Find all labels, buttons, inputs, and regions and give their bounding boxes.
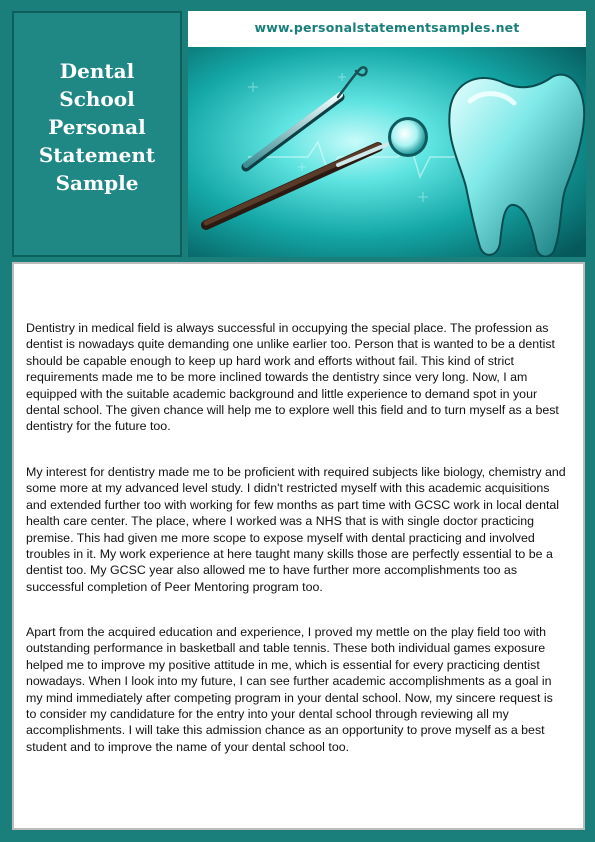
paragraph-3: Apart from the acquired education and experience, I proved my mettle on the play field too with outstanding performance in basketball and table tennis. These both individual games exposure helped me to improve my positive attitude in me, which is essential for every practicing dentist nowadays. When I look into my future, I can see further academic accomplishments as a goal in my mind immediately after competing program in your dental school. Now, my sincere request is to consider my candidature for the entry into your dental school through reviewing all my accomplishments. I will take this admission chance as an opportunity to prove myself as a best student and to improve the name of your dental school too. [26, 625, 553, 754]
site-url: www.personalstatementsamples.net [254, 20, 520, 35]
title-line-3: Personal [48, 115, 146, 139]
title-line-1: Dental [59, 59, 135, 83]
paragraph-2: My interest for dentistry made me to be proficient with required subjects like biology, chemistry and some more at my advanced level study. I didn't restricted myself with this academic acquisitions and extended further too with working for few months as part time with GCSC work in local dental health care center. The place, where I worked was a NHS that is with single doctor practicing premise. This had given me more scope to expose myself with dental practicing and involved troubles in it. My work experience at here taught many skills those are perfectly essential to be a dentist too. My GCSC year also allowed me to have further more accomplishments too as successful completion of Peer Mentoring program too. [26, 465, 566, 594]
title-line-4: Statement [38, 143, 156, 167]
url-strip [188, 11, 586, 47]
paragraph-1: Dentistry in medical field is always successful in occupying the special place. The profession as dentist is nowadays quite demanding one unlike earlier too. Person that is wanted to be a dentist should be capable enough to keep up hard work and efforts without fail. This kind of strict requirements made me to be more inclined towards the dentistry since very long. Now, I am equipped with the suitable academic background and little experience to demand spot in your dental school. The given chance will help me to explore well this field and to turn myself as a best dentistry for the future too. [26, 321, 559, 434]
title-box [12, 11, 182, 257]
title-line-5: Sample [55, 171, 139, 195]
hero-illustration [188, 47, 586, 257]
statement-body [12, 262, 585, 830]
page-title [22, 57, 172, 197]
hero-image [188, 47, 586, 257]
title-line-2: School [59, 87, 135, 111]
